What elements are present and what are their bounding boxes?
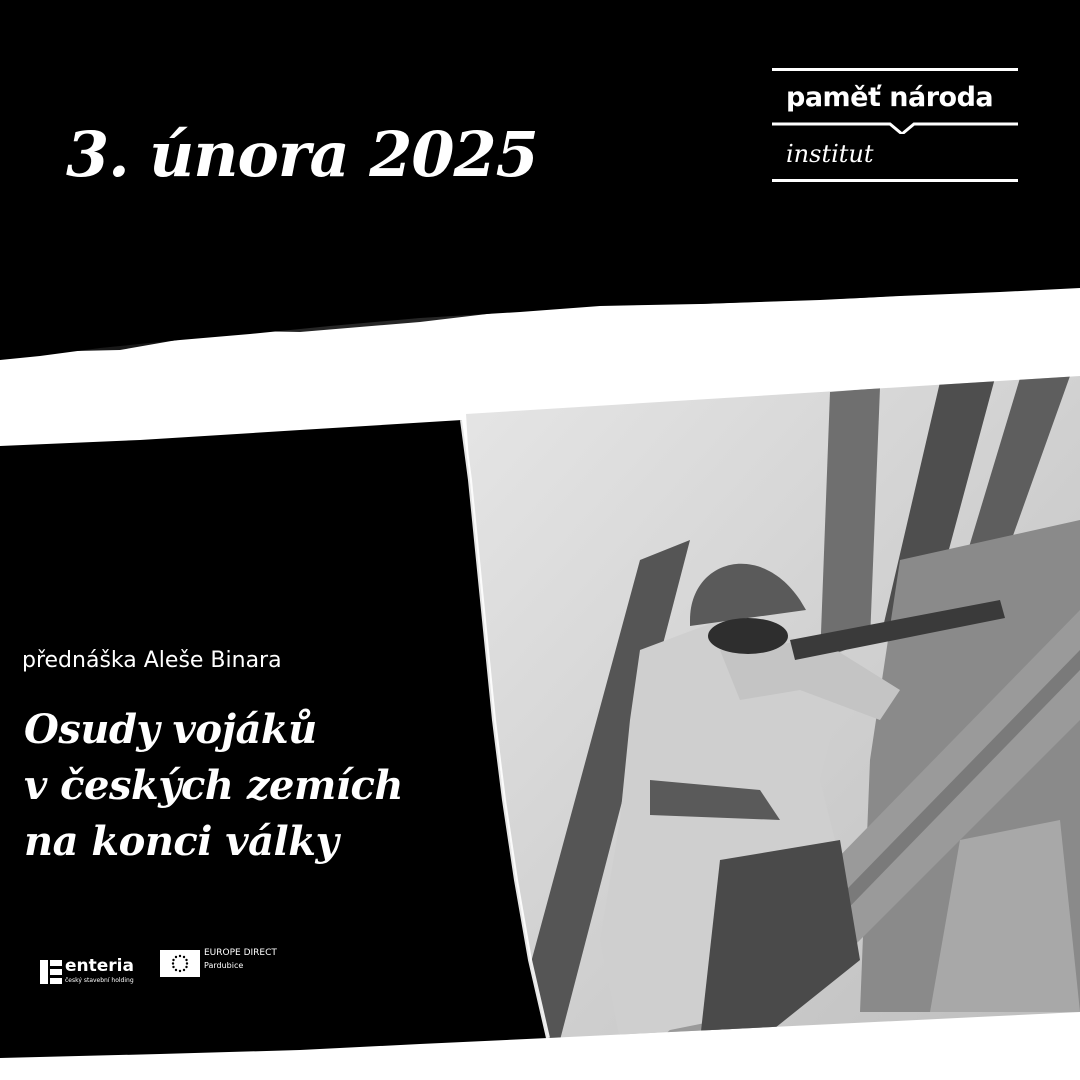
enteria-mark-icon xyxy=(40,960,62,984)
logo-subtitle: institut xyxy=(786,140,874,168)
eu-flag-icon xyxy=(160,950,200,977)
logo-name: paměť národa xyxy=(786,82,994,113)
enteria-tagline: český stavební holding xyxy=(65,977,134,984)
lecturer-label: přednáška Aleše Binara xyxy=(22,648,282,673)
enteria-name: enteria xyxy=(65,956,134,976)
title-line-3: na konci války xyxy=(24,818,339,865)
lecture-title xyxy=(24,702,403,870)
event-date: 3. února 2025 xyxy=(66,118,538,191)
europe-direct-name: EUROPE DIRECT xyxy=(204,948,277,958)
europe-direct-city: Pardubice xyxy=(204,961,244,970)
title-line-2: v českých zemích xyxy=(24,762,403,809)
title-line-1: Osudy vojáků xyxy=(24,706,317,753)
